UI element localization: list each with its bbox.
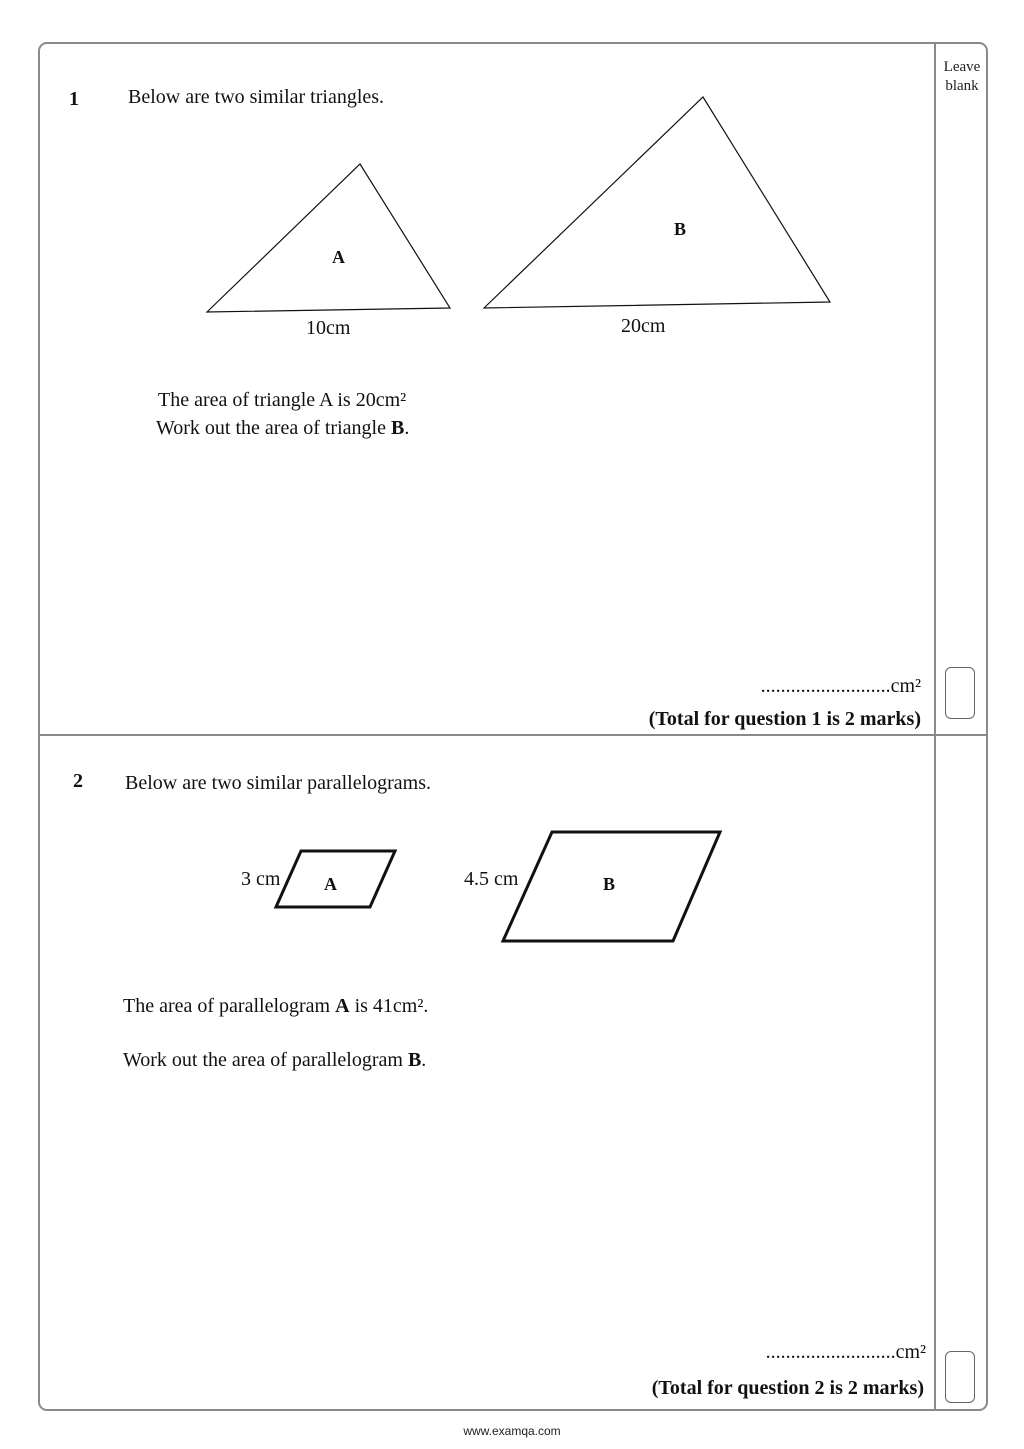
q1-instruction-end: . bbox=[404, 417, 410, 439]
parallelogram-b-side-label: 4.5 cm bbox=[464, 868, 519, 890]
parallelogram-a-label: A bbox=[324, 874, 337, 894]
q2-area-end: is 41cm². bbox=[349, 995, 429, 1017]
q1-intro: Below are two similar triangles. bbox=[128, 86, 385, 108]
leave-blank-line2: blank bbox=[945, 78, 979, 94]
parallelogram-a-side-label: 3 cm bbox=[241, 868, 281, 890]
q1-total-marks: (Total for question 1 is 2 marks) bbox=[648, 708, 921, 730]
triangle-b-base-label: 20cm bbox=[621, 315, 666, 337]
q1-number: 1 bbox=[69, 88, 79, 110]
triangle-a-base-label: 10cm bbox=[306, 317, 351, 339]
triangle-a-label: A bbox=[332, 247, 345, 267]
q2-answer-line bbox=[766, 1341, 926, 1364]
q2-instruction-text: Work out the area of parallelogram bbox=[123, 1049, 408, 1071]
q1-area-statement: The area of triangle A is 20cm² bbox=[158, 389, 407, 411]
q2-number: 2 bbox=[73, 770, 83, 792]
q1-instruction-bold: B bbox=[390, 417, 405, 439]
q2-instruction bbox=[123, 1049, 426, 1072]
q2-instruction-end: . bbox=[421, 1049, 427, 1071]
q2-instruction-bold: B bbox=[407, 1049, 422, 1071]
parallelogram-b-label: B bbox=[603, 874, 616, 894]
q2-intro: Below are two similar parallelograms. bbox=[125, 772, 432, 794]
q2-area-text: The area of parallelogram bbox=[123, 995, 336, 1017]
q2-area-bold: A bbox=[335, 995, 350, 1017]
q2-total-marks: (Total for question 2 is 2 marks) bbox=[651, 1377, 924, 1399]
q2-answer-unit: cm² bbox=[895, 1341, 926, 1363]
leave-blank-line1: Leave bbox=[943, 59, 981, 75]
q1-answer-dots: .......................... bbox=[760, 675, 891, 697]
q1-instruction-text: Work out the area of triangle bbox=[156, 417, 391, 439]
q1-answer-unit: cm² bbox=[890, 675, 921, 697]
footer-url: www.examqa.com bbox=[463, 1424, 561, 1438]
q2-area-statement bbox=[123, 995, 428, 1018]
q2-answer-dots: .......................... bbox=[765, 1341, 896, 1363]
triangle-b-label: B bbox=[674, 219, 687, 239]
